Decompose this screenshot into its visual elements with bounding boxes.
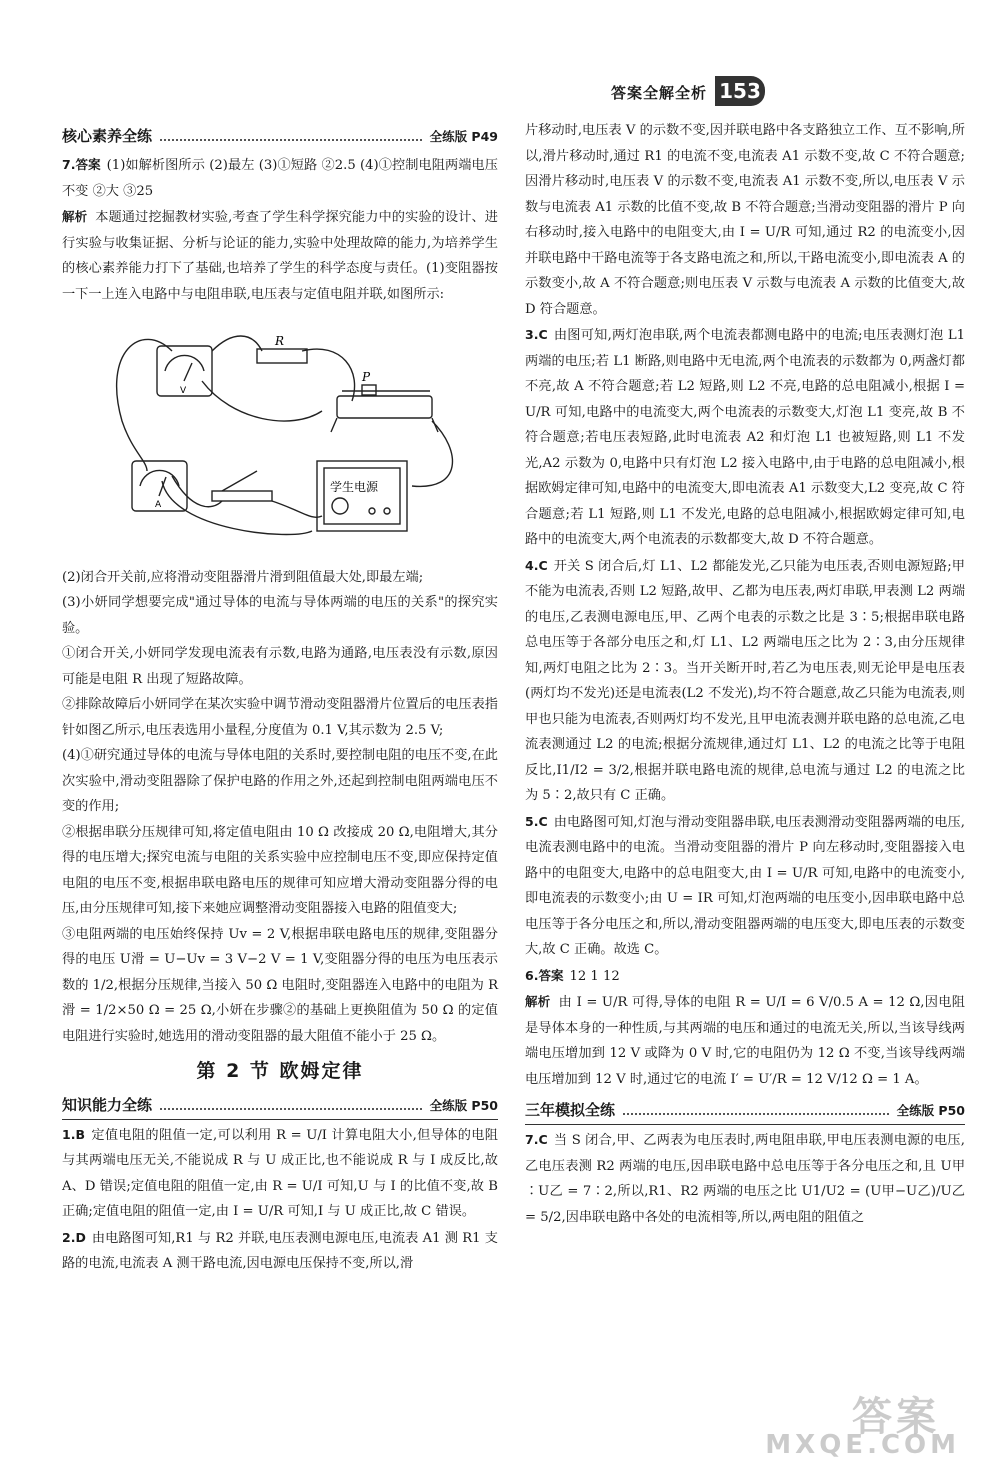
watermark-url: MXQE.COM (765, 1430, 960, 1460)
slider-label: P (362, 370, 371, 384)
page-header (0, 78, 765, 108)
q6-answer (525, 963, 965, 990)
q7-para5: ②排除故障后小妍同学在某次实验中调节滑动变阻器滑片位置后的电压表指针如图乙所示,电压表选用小量程,分度值为 0.1 V,其示数为 2.5 V; (62, 697, 498, 738)
q7-para6: (4)①研究通过导体的电流与导体电阻的关系时,要控制电阻的电压不变,在此次实验中,滑动变阻器除了保护电路的作用之外,还起到控制电阻两端电压不变的作用; (62, 748, 498, 814)
analysis-tag: 解析 (525, 994, 551, 1009)
section-ref: 全练版 P50 (896, 1103, 965, 1119)
q5 (525, 809, 965, 963)
q2 (62, 1225, 498, 1277)
section-ref: 全练版 P50 (429, 1097, 498, 1113)
resistor-label: R (275, 334, 285, 348)
q2-continued: 片移动时,电压表 V 的示数不变,因并联电路中各支路独立工作、互不影响,所以,滑片移动时,通过 R1 的电流不变,电流表 A1 示数不变,故 C 不符合题意;因滑片移动时,电压表 V 的示数不变,电流表 A1 示数不变,所以,电压表 V 示数与电流表 A1 示数的比值不变,故 B 不符合题意;当滑动变阻器的滑片 P 向右移动时,接入电路中的电阻变大,由 I = U/R 可知,通过 R2 的电流变小,因并联电路中干路电流等于各支路电流之和,所以,干路电流变小,即电流表 A 的示数变小,故 A 不符合题意;则电压表 V 示数与电流表 A 示数的比值变大,故 D 符合题意。 (525, 123, 965, 317)
q7-analysis-text: 本题通过挖掘教材实验,考查了学生科学探究能力中的实验的设计、进行实验与收集证据、分析与论证的能力,实验中处理故障的能力,为培养学生的核心素养能力打下了基础,也培养了学生的科学态度与责任。(1)变阻器按一下一上连入电路中与电阻串联,电压表与定值电阻并联,如图所示: (62, 210, 498, 302)
analysis-tag: 解析 (62, 209, 88, 224)
chapter-title: 第 2 节 欧姆定律 (196, 1060, 364, 1082)
q7-para8: ③电阻两端的电压始终保持 Uv = 2 V,根据串联电路电压的规律,变阻器分得的电压 U滑 = U−Uv = 3 V−2 V = 1 V,变阻器分得的电压为电压表示数的 1/2,根据分压规律,当接入 50 Ω 电阻时,变阻器连入电路中的电阻为 R滑 = 1/2×50 Ω = 25 Ω,小妍在步骤②的基础上更换阻值为 50 Ω 的定值电阻进行实验时,她选用的滑动变阻器的最大阻值不能小于 25 Ω。 (62, 926, 498, 1044)
q7-answer (62, 152, 498, 204)
left-column (62, 118, 498, 1277)
power-supply-label: 学生电源 (330, 480, 379, 494)
q7-label: 7.答案 (62, 157, 101, 172)
q7-para7: ②根据串联分压规律可知,将定值电阻由 10 Ω 改接成 20 Ω,电阻增大,其分得的电压增大;探究电流与电阻的关系实验中应控制电压不变,即应保持定值电阻的电压不变,根据串联电路电压的规律可知应增大滑动变阻器分得的电压,由分压规律可知,接下来她应调整滑动变阻器接入电路的阻值变大; (62, 824, 498, 916)
q2-text: 由电路图可知,R1 与 R2 并联,电压表测电源电压,电流表 A1 测 R1 支路的电流,电流表 A 测干路电流,因电源电压保持不变,所以,滑 (62, 1230, 498, 1271)
q6-text: 由 I = U/R 可得,导体的电阻 R = U/I = 6 V/0.5 A = 12 Ω,因电阻是导体本身的一种性质,与其两端的电压和通过的电流无关,所以,当该导线两端电压增加到 12 V 或降为 0 V 时,它的电阻仍为 12 Ω 不变,当该导线两端电压增加到 12 V 时,通过它的电流 I′ = U′/R = 12 V/12 Ω = 1 A。 (525, 995, 965, 1087)
dotted-leader (160, 139, 422, 141)
q4 (525, 553, 965, 809)
q7-answer-text: (1)如解析图所示 (2)最左 (3)①短路 ②2.5 (4)①控制电阻两端电压不变 ②大 ③25 (62, 158, 498, 199)
section-heading-knowledge (62, 1093, 498, 1120)
q3-text: 由图可知,两灯泡串联,两个电流表都测电路中的电流;电压表测灯泡 L1 两端的电压;若 L1 断路,则电路中无电流,两个电流表的示数都为 0,两盏灯都不亮,故 A 不符合题意;若 L2 短路,则 L2 不亮,电路的总电阻减小,根据 I = U/R 可知,电路中的电流变大,两个电流表的示数变大,灯泡 L1 变亮,故 B 不符合题意;若电压表短路,此时电流表 A2 和灯泡 L1 也被短路,则 L1 不发光,A2 示数为 0,电路中只有灯泡 L2 接入电路中,由于电路的总电阻减小,根据欧姆定律可知,电路中的电流变大,即电流表 A1 示数变大,L2 变亮,故 C 符合题意;若 L1 短路,则 L1 不发光,电路的总电阻减小,根据欧姆定律可知,电路中的电流变大,两个电流表的示数都变大,故 D 不符合题意。 (525, 328, 965, 547)
q2-label: 2.D (62, 1229, 86, 1245)
right-column (525, 118, 965, 1230)
section-ref: 全练版 P49 (429, 129, 498, 145)
page-number: 153 (715, 76, 765, 106)
circuit-figure (62, 311, 498, 551)
q6-answer-text: 12 1 12 (569, 968, 620, 984)
q7-analysis (62, 204, 498, 307)
section-heading-core (62, 124, 498, 150)
q3-label: 3.C (525, 327, 548, 342)
header-title: 答案全解全析 (610, 84, 707, 102)
q7b-text: 当 S 闭合,甲、乙两表为电压表时,两电阻串联,甲电压表测电源的电压,乙电压表测 R2 两端的电压,因串联电路中总电压等于各分电压之和,且 U甲∶U乙 = 7∶2,所以,R1、R2 两端的电压之比 U1/U2 = (U甲−U乙)/U乙 = 5/2,因串联电路中各处的电流相等,所以,两电阻的阻值之 (525, 1133, 965, 1225)
q4-label: 4.C (525, 557, 548, 573)
q7b-label: 7.C (525, 1132, 548, 1147)
q4-text: 开关 S 闭合后,灯 L1、L2 都能发光,乙只能为电压表,否则电源短路;甲不能为电流表,否则 L2 短路,故甲、乙都为电压表,两灯串联,甲表测 L2 两端的电压,乙表测电源电压,甲、乙两个电表的示数之比是 3∶5;根据串联电路总电压等于各部分电压之和,灯 L1、L2 两端电压之比为 2∶3,由分压规律知,两灯电阻之比为 2∶3。当开关断开时,若乙为电压表,则无论甲是电压表(两灯均不发光)还是电流表(L2 不发光),均不符合题意,故乙只能为电流表,则甲也只能为电流表,否则两灯均不发光,且甲电流表测并联电路的总电流,乙电流表测通过 L2 的电流;根据分流规律,通过灯 L1、L2 的电流之比等于电阻反比,I1/I2 = 3/2,根据并联电路电流的规律,总电流与通过 L2 的电流之比为 5∶2,故只有 C 正确。 (525, 558, 965, 803)
q3 (525, 322, 965, 553)
q5-text: 由电路图可知,灯泡与滑动变阻器串联,电压表测滑动变阻器两端的电压,电流表测电路中的电流。当滑动变阻器的滑片 P 向左移动时,变阻器接入电路中的电阻变大,电路中的总电阻变大,由 I = U/R 可知,电路中的电流变小,即电流表的示数变小;由 U = IR 可知,灯泡两端的电压变小,因串联电路中总电压等于各分电压之和,所以,滑动变阻器两端的电压变大,即电压表的示数变大,故 C 正确。故选 C。 (525, 814, 965, 957)
q7b (525, 1127, 965, 1230)
q1-text: 定值电阻的阻值一定,可以利用 R = U/I 计算电阻大小,但导体的电阻与其两端电压无关,不能说成 R 与 U 成正比,也不能说成 R 与 I 成反比,故 A、D 错误;定值电阻的阻值一定,由 R = U/I 可知,U 与 I 的比值不变,故 B 正确;定值电阻的阻值一定,由 I = U/R 可知,I 与 U 成正比,故 C 错误。 (62, 1127, 498, 1219)
q6-analysis (525, 989, 965, 1092)
section-title: 核心素养全练 (62, 127, 153, 146)
ammeter-label: A (155, 500, 162, 510)
q7-para4: ①闭合开关,小妍同学发现电流表有示数,电路为通路,电压表没有示数,原因可能是电阻 R 出现了短路故障。 (62, 646, 498, 687)
q7-para2: (2)闭合开关前,应将滑动变阻器滑片滑到阻值最大处,即最左端; (62, 569, 424, 585)
q1 (62, 1122, 498, 1225)
q5-label: 5.C (525, 813, 548, 829)
dotted-leader (623, 1113, 889, 1115)
q6-label: 6.答案 (525, 967, 564, 983)
voltmeter-label: V (180, 386, 187, 396)
watermark-logo: 答案 (852, 1394, 940, 1440)
dotted-leader (160, 1108, 422, 1110)
section-title: 知识能力全练 (62, 1095, 153, 1114)
section-title: 三年模拟全练 (525, 1101, 616, 1120)
section-heading-three-year (525, 1098, 965, 1125)
q1-label: 1.B (62, 1126, 85, 1142)
q7-para3: (3)小妍同学想要完成"通过导体的电流与导体两端的电压的关系"的探究实验。 (62, 595, 498, 636)
